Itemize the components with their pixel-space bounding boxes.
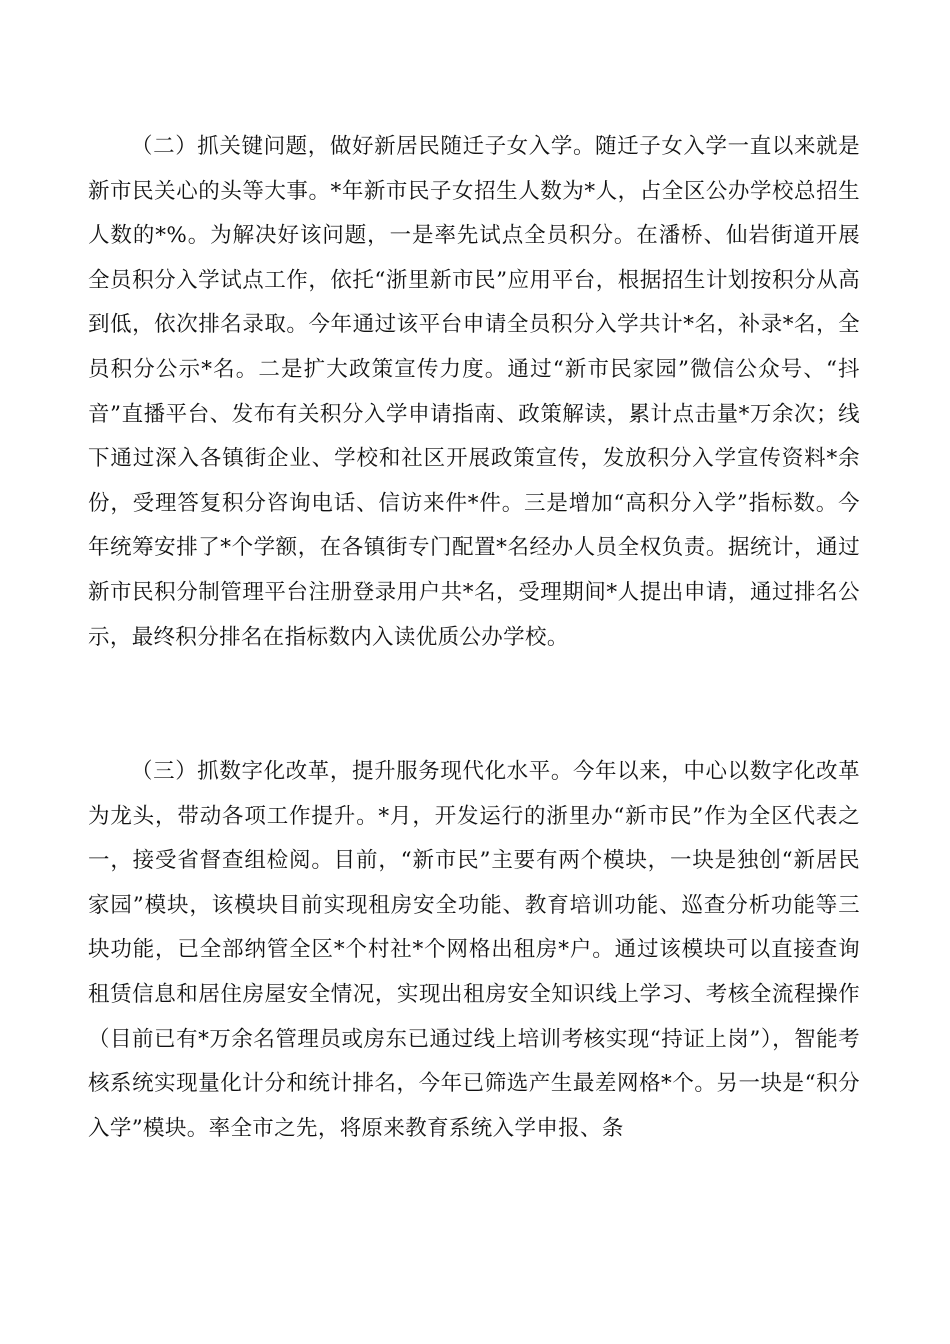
paragraph-digital-reform: （三）抓数字化改革，提升服务现代化水平。今年以来，中心以数字化改革为龙头，带动各项工作提升。*月，开发运行的浙里办“新市民”作为全区代表之一，接受省督查组检阅。目前，“新市民”主要有两个模块，一块是独创“新居民家园”模块，该模块目前实现租房安全功能、教育培训功能、巡查分析功能等三块功能，已全部纳管全区*个村社*个网格出租房*户。通过该模块可以直接查询租赁信息和居住房屋安全情况，实现出租房安全知识线上学习、考核全流程操作（目前已有*万余名管理员或房东已通过线上培训考核实现“持证上岗”），智能考核系统实现量化计分和统计排名，今年已筛选产生最差网格*个。另一块是“积分入学”模块。率全市之先，将原来教育系统入学申报、条: [88, 759, 860, 1141]
paragraph-enrollment: （二）抓关键问题，做好新居民随迁子女入学。随迁子女入学一直以来就是新市民关心的头等大事。*年新市民子女招生人数为*人，占全区公办学校总招生人数的*%。为解决好该问题，一是率先试点全员积分。在潘桥、仙岩街道开展全员积分入学试点工作，依托“浙里新市民”应用平台，根据招生计划按积分从高到低，依次排名录取。今年通过该平台申请全员积分入学共计*名，补录*名，全员积分公示*名。二是扩大政策宣传力度。通过“新市民家园”微信公众号、“抖音”直播平台、发布有关积分入学申请指南、政策解读，累计点击量*万余次；线下通过深入各镇街企业、学校和社区开展政策宣传，发放积分入学宣传资料*余份，受理答复积分咨询电话、信访来件*件。三是增加“高积分入学”指标数。今年统筹安排了*个学额，在各镇街专门配置*名经办人员全权负责。据统计，通过新市民积分制管理平台注册登录用户共*名，受理期间*人提出申请，通过排名公示，最终积分排名在指标数内入读优质公办学校。: [88, 134, 860, 650]
